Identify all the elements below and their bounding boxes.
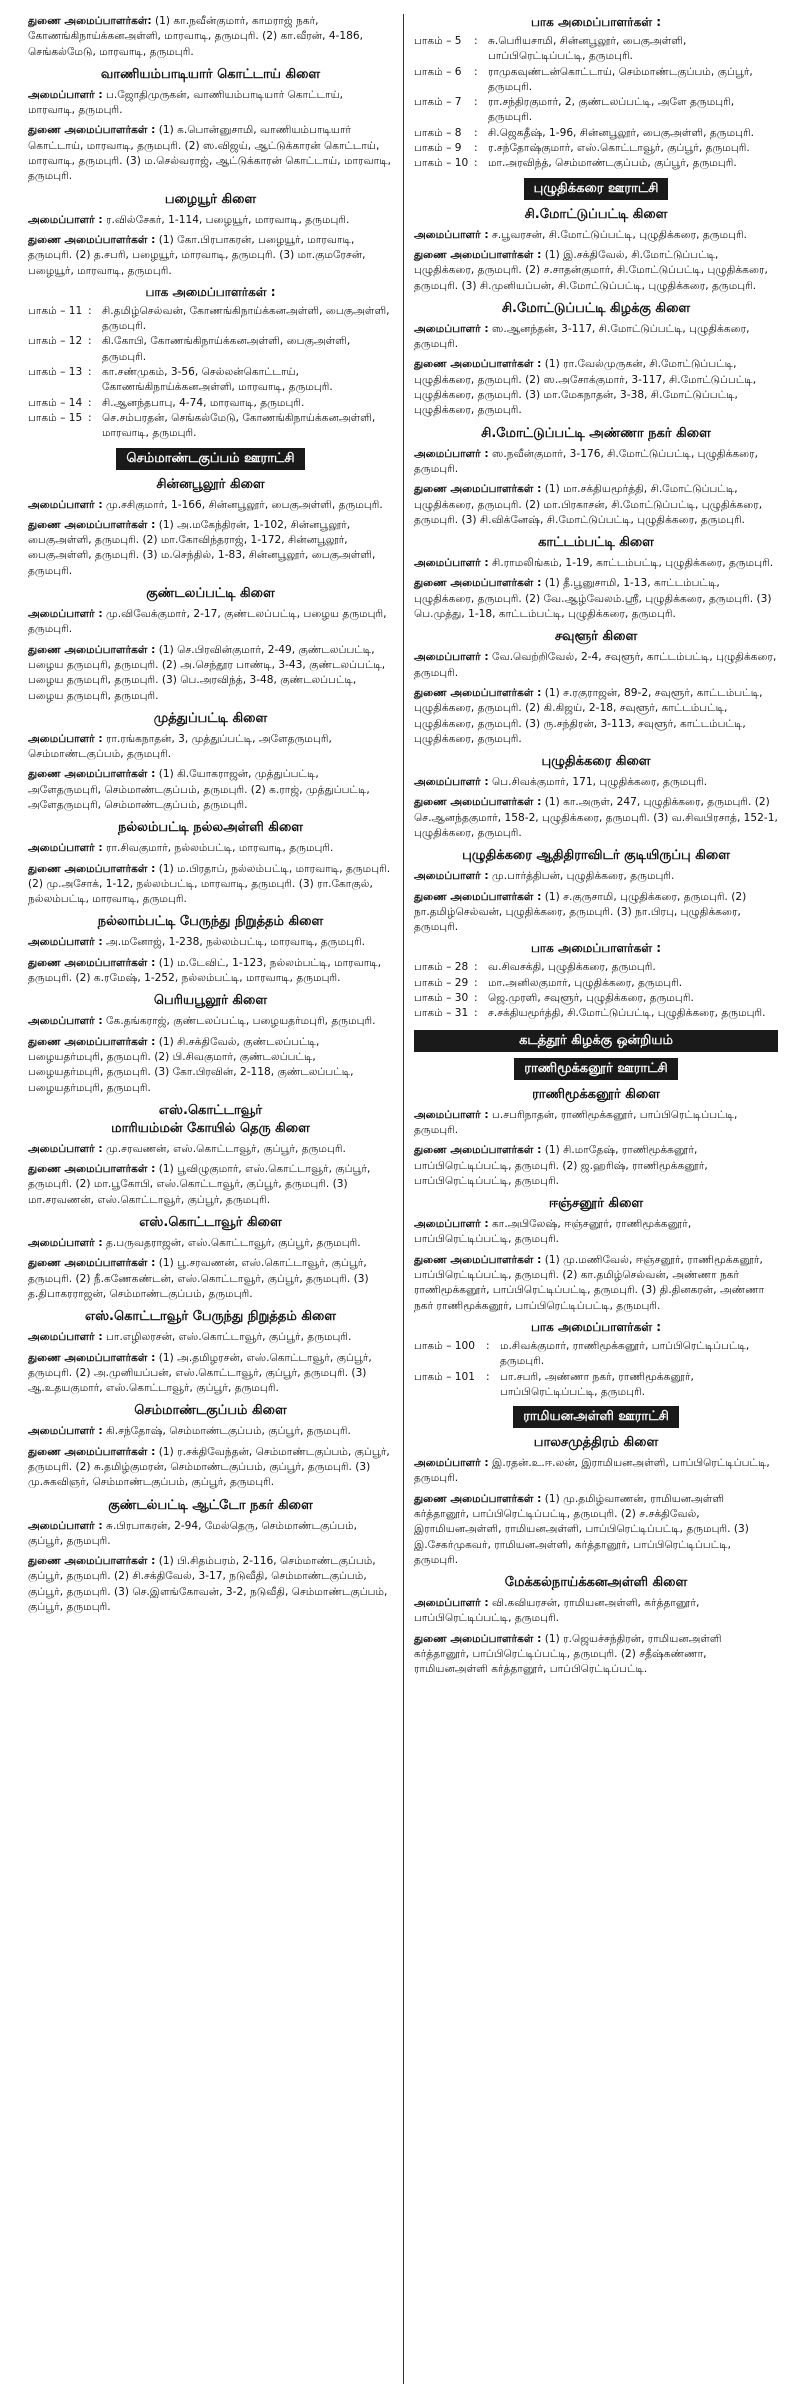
entry: அமைப்பாளர் : கி.சந்தோஷ், செம்மாண்டகுப்பம், குப்பூர், தருமபுரி. (28, 1425, 351, 1438)
entry: அமைப்பாளர் : கே.தங்கராஜ், குண்டலப்பட்டி, பழையதர்மபுரி, தருமபுரி. (28, 1015, 376, 1028)
section-heading: முத்துப்பட்டி கிளை (153, 710, 268, 726)
section-heading: சி.மோட்டுப்பட்டி கிளை (524, 206, 668, 222)
section-heading: எஸ்.கொட்டாவூர் கிளை (139, 1215, 282, 1231)
section-heading: சி.மோட்டுப்பட்டி அண்ணா நகர் கிளை (481, 425, 711, 441)
entry: துணை அமைப்பாளர்கள் : (1) பூ.சரவணன், எஸ்.கொட்டாவூர், குப்பூர், தருமபுரி. (2) நீ.கணேகண்டன், எஸ்.கொட்டாவூர், குப்பூர், தருமபுரி. (3) த.திபாகரராஜன், செம்மாண்டகுப்பம், தருமபுரி. (28, 1257, 369, 1300)
entry: துணை அமைப்பாளர்கள் : (1) இ.சக்திவேல், சி.மோட்டுப்பட்டி, புழுதிக்கரை, தருமபுரி. (2) ச.சாதன்குமார், சி.மோட்டுப்பட்டி, புழுதிக்கரை, தருமபுரி. (3) சி.முனியப்பன், சி.மோட்டுப்பட்டி, புழுதிக்கரை, தருமபுரி. (414, 248, 768, 292)
entry: அமைப்பாளர் : ரா.சிவகுமார், நல்லம்பட்டி, மாரவாடி, தருமபுரி. (28, 842, 334, 855)
entry: துணை அமைப்பாளர்கள் : (1) ரா.வேல்முருகன், சி.மோட்டுப்பட்டி, புழுதிக்கரை, தருமபுரி. (2) ஸ.அசோக்குமார், 3-117, சி.மோட்டுப்பட்டி, புழுதிக்கரை, தருமபுரி. (3) மா.மேகநாதன், 3-38, சி.மோட்டுப்பட்டி, புழுதிக்கரை, தருமபுரி. (414, 358, 757, 417)
entry: அமைப்பாளர் : ப.சபரிநாதன், ராணிமூக்கனூர், பாப்பிரெட்டிப்பட்டி, தருமபுரி. (414, 1108, 738, 1136)
entry: துணை அமைப்பாளர்கள் : (1) பி.சிதம்பரம், 2-116, செம்மாண்டகுப்பம், குப்பூர், தருமபுரி. (2) சி.சக்திவேல், 3-17, நடுவீதி, செம்மாண்டகுப்பம், குப்பூர், தருமபுரி. (3) செ.இளங்கோவன், 3-2, நடுவீதி, செம்மாண்டகுப்பம், குப்பூர், தருமபுரி. (28, 1555, 388, 1614)
entry: துணை அமைப்பாளர்கள் : (1) ச.குருசாமி, புழுதிக்கரை, தருமபுரி. (2) நா.தமிழ்செல்வன், புழுதிக்கரை, தருமபுரி. (3) நா.பிரபு, புழுதிக்கரை, தருமபுரி. (414, 890, 747, 934)
section-heading: காட்டம்பட்டி கிளை (538, 535, 654, 551)
entry: துணை அமைப்பாளர்கள் : (1) ச.ரகுராஜன், 89-2, சவுளூர், காட்டம்பட்டி, புழுதிக்கரை, தருமபுரி. (2) கி.கிஜய், 2-18, சவுளூர், காட்டம்பட்டி, புழுதிக்கரை, தருமபுரி. (3) ரு.சந்திரன், 3-113, சவுளூர், காட்டம்பட்டி, புழுதிக்கரை, தருமபுரி. (414, 686, 763, 745)
section-heading: மேக்கல்நாய்க்கனஅள்ளி கிளை (504, 1575, 688, 1591)
list-item: பாகம் – 14 : சி.ஆனந்தபாபு, 4-74, மாரவாடி, தருமபுரி. (28, 396, 305, 409)
entry: அமைப்பாளர் : ஸ.நவீன்குமார், 3-176, சி.மோட்டுப்பட்டி, புழுதிக்கரை, தருமபுரி. (414, 447, 758, 475)
list-item: பாகம் – 29 : மா.அனிலகுமார், புழுதிக்கரை, தருமபுரி. (414, 976, 683, 989)
right-column (403, 14, 778, 2384)
entry: அமைப்பாளர் : அ.மனோஜ், 1-238, நல்லம்பட்டி, மாரவாடி, தருமபுரி. (28, 936, 365, 949)
part-organizers-list (414, 1339, 778, 1400)
section-heading: பழையூர் கிளை (164, 191, 257, 207)
section-heading: புழுதிக்கரை ஆதிதிராவிடர் குடியிருப்பு கிளை (462, 848, 730, 864)
section-heading: புழுதிக்கரை கிளை (541, 754, 651, 770)
entry: துணை அமைப்பாளர்கள் : (1) தீ.பூனுசாமி, 1-13, காட்டம்பட்டி, புழுதிக்கரை, தருமபுரி. (2) வே.ஆழ்வேலம்.ஸ்ரீ, புழுதிக்கரை, தருமபுரி. (3) பெ.முத்து, 1-18, காட்டம்பட்டி, புழுதிக்கரை, தருமபுரி. (414, 577, 772, 621)
entry: துணை அமைப்பாளர்கள் : (1) பூவிழுகுமார், எஸ்.கொட்டாவூர், குப்பூர், தருமபுரி. (2) மா.பூகோபி, எஸ்.கொட்டாவூர், குப்பூர், தருமபுரி. (3) மா.சரவணன், எஸ்.கொட்டாவூர், குப்பூர், தருமபுரி. (28, 1163, 371, 1206)
entry: துணை அமைப்பாளர்கள் : (1) கி.யோகராஜன், முத்துப்பட்டி, அளேதருமபுரி, செம்மாண்டகுப்பம், தருமபுரி. (2) க.ராஜ், முத்துப்பட்டி, அளேதருமபுரி, செம்மாண்டகுப்பம், தருமபுரி. (28, 768, 370, 811)
subsection-heading: பாக அமைப்பாளர்கள் : (530, 941, 662, 956)
entry: அமைப்பாளர் : வே.வெற்றிவேல், 2-4, சவுளூர், காட்டம்பட்டி, புழுதிக்கரை, தருமபுரி. (414, 651, 777, 679)
section-heading: ராணிமூக்கனூர் கிளை (532, 1086, 660, 1102)
entry: துணை அமைப்பாளர்கள் : (1) ம.டேவிட், 1-123, நல்லம்பட்டி, மாரவாடி, தருமபுரி. (2) க.ரமேஷ், 1-252, நல்லம்பட்டி, மாரவாடி, தருமபுரி. (28, 956, 382, 985)
list-item: பாகம் – 13 : கா.சண்முகம், 3-56, செல்லன்கொட்டாய், கோணங்கிநாய்க்கனஅள்ளி, மாரவாடி, தருமபுரி. (28, 366, 333, 394)
entry: துணை அமைப்பாளர்கள் : (1) அ.மகேந்திரன், 1-102, சின்னபூலூர், பைகுஅள்ளி, தருமபுரி. (2) மா.கோவிந்தராஜ், 1-172, சின்னபூலூர், பைகுஅள்ளி, தருமபுரி. (3) ம.செந்தில், 1-83, சின்னபூலூர், பைகுஅள்ளி, தருமபுரி. (28, 518, 376, 577)
entry: துணை அமைப்பாளர்கள்: (1) கா.நவீன்குமார், காமராஜ் நகர், கோணங்கிநாய்க்கனஅள்ளி, மாரவாடி, தருமபுரி. (2) கா.வீரன், 4-186, செங்கல்மேடு, மாரவாடி, தருமபுரி. (28, 15, 363, 58)
union-banner: கடத்தூர் கிழக்கு ஒன்றியம் (414, 1030, 778, 1052)
subsection-heading: பாக அமைப்பாளர்கள் : (530, 1319, 662, 1334)
entry: அமைப்பாளர் : இ.ரதன்.உ.ஈ.லன், இராமியனஅள்ளி, பாப்பிரெட்டிப்பட்டி, தருமபுரி. (414, 1457, 770, 1485)
section-heading: சி.மோட்டுப்பட்டி கிழக்கு கிளை (501, 300, 691, 316)
section-heading: எஸ்.கொட்டாவூர் (158, 1102, 263, 1118)
list-item: பாகம் – 11 : சி.தமிழ்செல்வன், கோணங்கிநாய்க்கனஅள்ளி, பைகுஅள்ளி, தருமபுரி. (28, 304, 390, 333)
entry: அமைப்பாளர் : த.பருவதராஜன், எஸ்.கொட்டாவூர், குப்பூர், தருமபுரி. (28, 1237, 361, 1250)
entry: துணை அமைப்பாளர்கள் : (1) கா.அருள், 247, புழுதிக்கரை, தருமபுரி. (2) செ.ஆனந்தகுமார், 158-2, புழுதிக்கரை, தருமபுரி. (3) வ.சிவபிரசாத், 152-1, புழுதிக்கரை, தருமபுரி. (414, 796, 778, 839)
entry: அமைப்பாளர் : பா.எழிலரசன், எஸ்.கொட்டாவூர், குப்பூர், தருமபுரி. (28, 1331, 352, 1344)
list-item: பாகம் – 9 : ர.சந்தோஷ்குமார், எஸ்.கொட்டாவூர், குப்பூர், தருமபுரி. (414, 142, 750, 155)
entry: துணை அமைப்பாளர்கள் : (1) ர.ஜெயச்சந்திரன், ராமியனஅள்ளி கர்த்தானூர், பாப்பிரெட்டிப்பட்டி, தருமபுரி. (2) சதீஷ்கண்ணா, ராமியனஅள்ளி கர்த்தானூர், பாப்பிரெட்டிப்பட்டி. (414, 1632, 722, 1676)
entry: துணை அமைப்பாளர்கள் : (1) மா.சக்தியமூர்த்தி, சி.மோட்டுப்பட்டி, புழுதிக்கரை, தருமபுரி. (2) மா.பிரகாசன், சி.மோட்டுப்பட்டி, புழுதிக்கரை, தருமபுரி. (3) சி.விக்னேஷ், சி.மோட்டுப்பட்டி, புழுதிக்கரை, தருமபுரி. (414, 483, 763, 526)
section-heading: செம்மாண்டகுப்பம் கிளை (134, 1403, 287, 1419)
part-organizers-list (414, 960, 778, 1021)
entry: அமைப்பாளர் : மு.பார்த்திபன், புழுதிக்கரை, தருமபுரி. (414, 870, 675, 883)
panchayat-banner: ராமியனஅள்ளி ஊராட்சி (513, 1406, 679, 1428)
entry: துணை அமைப்பாளர்கள் : (1) சி.சக்திவேல், குண்டலப்பட்டி, பழையதர்மபுரி, தருமபுரி. (2) பி.சிவகுமார், குண்டலப்பட்டி, பழையதர்மபுரி, தருமபுரி. (3) கோ.பிரவின், 2-118, குண்டலப்பட்டி, பழையதர்மபுரி, தருமபுரி. (28, 1035, 354, 1094)
list-item: பாகம் – 30 : ஜெ.முரளி, சவுளூர், புழுதிக்கரை, தருமபுரி. (414, 992, 694, 1005)
list-item: பாகம் – 101 : பா.சபரி, அண்ணா நகர், ராணிமூக்கனூர், பாப்பிரெட்டிப்பட்டி, தருமபுரி. (414, 1370, 694, 1398)
entry: அமைப்பாளர் : கா.அபிலேஷ், ஈஞ்சனூர், ராணிமூக்கனூர், பாப்பிரெட்டிப்பட்டி, தருமபுரி. (414, 1218, 692, 1246)
entry: துணை அமைப்பாளர்கள் : (1) மு.மணிவேல், ஈஞ்சனூர், ராணிமூக்கனூர், பாப்பிரெட்டிப்பட்டி, தருமபுரி. (2) கா.தமிழ்செல்வன், அண்ணா நகர் ராணிமூக்கனூர், பாப்பிரெட்டிப்பட்டி, தருமபுரி. (3) தி.தினகரன், அண்ணா நகர் ராணிமூக்கனூர், பாப்பிரெட்டிப்பட்டி, தருமபுரி. (414, 1253, 765, 1312)
entry: அமைப்பாளர் : வி.கவியரசன், ராமியனஅள்ளி, கர்த்தானூர், பாப்பிரெட்டிப்பட்டி, தருமபுரி. (414, 1597, 700, 1625)
list-item: பாகம் – 15 : செ.சம்பரதன், செங்கல்மேடு, கோணங்கிநாய்க்கனஅள்ளி, மாரவாடி, தருமபுரி. (28, 411, 376, 440)
list-item: பாகம் – 100 : ம.சிவக்குமார், ராணிமூக்கனூர், பாப்பிரெட்டிப்பட்டி, தருமபுரி. (414, 1339, 750, 1368)
entry: துணை அமைப்பாளர்கள் : (1) சி.மாதேஷ், ராணிமூக்கனூர், பாப்பிரெட்டிப்பட்டி, தருமபுரி. (2) ஜ.ஹரிஷ், ராணிமூக்கனூர், பாப்பிரெட்டிப்பட்டி, தருமபுரி. (414, 1144, 708, 1187)
section-heading: மாரியம்மன் கோயில் தெரு கிளை (111, 1120, 310, 1136)
entry: அமைப்பாளர் : மு.விவேக்குமார், 2-17, குண்டலப்பட்டி, பழைய தருமபுரி, தருமபுரி. (28, 608, 387, 636)
subsection-heading: பாக அமைப்பாளர்கள் : (530, 15, 662, 29)
section-heading: குண்டலப்பட்டி கிளை (146, 586, 275, 602)
list-item: பாகம் – 6 : ராமுகவுண்டன்கொட்டாய், செம்மாண்டகுப்பம், குப்பூர், தருமபுரி. (414, 65, 753, 93)
entry: அமைப்பாளர் : ச.பூவரசன், சி.மோட்டுப்பட்டி, புழுதிக்கரை, தருமபுரி. (414, 228, 747, 241)
entry: அமைப்பாளர் : சு.பிரபாகரன், 2-94, மேல்தெரு, செம்மாண்டகுப்பம், குப்பூர், தருமபுரி. (28, 1519, 358, 1547)
entry: துணை அமைப்பாளர்கள் : (1) க.பொன்னுசாமி, வாணியம்பாடியார் கொட்டாய், மாரவாடி, தருமபுரி. (2) ஸ.விஜய், ஆட்டுக்காரன் கொட்டாய், மாரவாடி, தருமபுரி. (3) ம.செல்வராஜ், ஆட்டுக்காரன் கொட்டாய், மாரவாடி, தருமபுரி. (28, 124, 392, 183)
entry: அமைப்பாளர் : பெ.சிவக்குமார், 171, புழுதிக்கரை, தருமபுரி. (414, 776, 708, 789)
list-item: பாகம் – 28 : வ.சிவசக்தி, புழுதிக்கரை, தருமபுரி. (414, 961, 656, 974)
list-item: பாகம் – 31 : ச.சக்தியமூர்த்தி, சி.மோட்டுப்பட்டி, புழுதிக்கரை, தருமபுரி. (414, 1007, 766, 1020)
entry: அமைப்பாளர் : ஸ.ஆனந்தன், 3-117, சி.மோட்டுப்பட்டி, புழுதிக்கரை, தருமபுரி. (414, 322, 750, 351)
entry: அமைப்பாளர் : மு.சரவணன், எஸ்.கொட்டாவூர், குப்பூர், தருமபுரி. (28, 1142, 346, 1155)
entry: துணை அமைப்பாளர்கள் : (1) அ.தமிழரசன், எஸ்.கொட்டாவூர், குப்பூர், தருமபுரி. (2) அ.முனியப்பன், எஸ்.கொட்டாவூர், குப்பூர், தருமபுரி. (3) ஆ.உதயகுமார், எஸ்.கொட்டாவூர், குப்பூர், தருமபுரி. (28, 1351, 372, 1395)
section-heading: பெரியபூலூர் கிளை (153, 993, 268, 1009)
section-heading: பாலசமுத்திரம் கிளை (533, 1435, 659, 1451)
entry: துணை அமைப்பாளர்கள் : (1) ம.பிரதாப், நல்லம்பட்டி, மாரவாடி, தருமபுரி. (2) மு.அசோக், 1-12, நல்லம்பட்டி, மாரவாடி, தருமபுரி. (3) ரா.கோகுல், நல்லம்பட்டி, மாரவாடி, தருமபுரி. (28, 862, 391, 906)
section-heading: வாணியம்பாடியார் கொட்டாய் கிளை (100, 66, 321, 82)
section-heading: குண்டல்பட்டி ஆட்டோ நகர் கிளை (108, 1497, 313, 1513)
list-item: பாகம் – 12 : கி.கோபி, கோணங்கிநாய்க்கனஅள்ளி, பைகுஅள்ளி, தருமபுரி. (28, 335, 351, 363)
entry: துணை அமைப்பாளர்கள் : (1) ர.சக்திவேந்தன், செம்மாண்டகுப்பம், குப்பூர், தருமபுரி. (2) சு.தமிழ்குமரன், செம்மாண்டகுப்பம், குப்பூர், தருமபுரி. (3) மு.சுகவிஞர், செம்மாண்டகுப்பம், குப்பூர், தருமபுரி. (28, 1445, 390, 1489)
section-heading: எஸ்.கொட்டாவூர் பேருந்து நிறுத்தம் கிளை (84, 1309, 337, 1325)
section-heading: நல்லம்பட்டி நல்லஅள்ளி கிளை (118, 820, 303, 836)
entry: துணை அமைப்பாளர்கள் : (1) மு.தமிழ்வாணன், ராமியனஅள்ளி கர்த்தானூர், பாப்பிரெட்டிப்பட்டி, தருமபுரி. (2) ச.சக்திவேல், இராமியனஅள்ளி, ராமியனஅள்ளி, பாப்பிரெட்டிப்பட்டி, தருமபுரி. (3) இ.சேகர்முகவர், ராமியனஅள்ளி, கர்த்தானூர், பாப்பிரெட்டிப்பட்டி, தருமபுரி. (414, 1492, 749, 1566)
entry: அமைப்பாளர் : ப.ஜோதிமுருகன், வாணியம்பாடியார் கொட்டாய், மாரவாடி, தருமபுரி. (28, 88, 344, 117)
section-heading: சவுளூர் கிளை (554, 629, 638, 645)
panchayat-banner: செம்மாண்டகுப்பம் ஊராட்சி (116, 448, 304, 470)
entry: துணை அமைப்பாளர்கள் : (1) செ.பிரவின்குமார், 2-49, குண்டலப்பட்டி, பழைய தருமபுரி, தருமபுரி. (2) அ.செந்தூர பாண்டி, 3-43, குண்டலப்பட்டி, பழைய தருமபுரி, தருமபுரி. (3) பெ.அரவிந்த், 3-48, குண்டலப்பட்டி, பழைய தருமபுரி, தருமபுரி. (28, 643, 386, 702)
left-column (28, 14, 403, 2391)
panchayat-banner: ராணிமூக்கனூர் ஊராட்சி (514, 1058, 678, 1080)
list-item: பாகம் – 7 : ரா.சந்திரகுமார், 2, குண்டலப்பட்டி, அளே தருமபுரி, தருமபுரி. (414, 96, 735, 124)
part-organizers-list (28, 304, 393, 442)
entry: அமைப்பாளர் : ரா.ரங்கநாதன், 3, முத்துப்பட்டி, அளேதருமபுரி, செம்மாண்டகுப்பம், தருமபுரி. (28, 732, 332, 761)
part-organizers-list (414, 34, 778, 172)
entry: அமைப்பாளர் : சி.ராமலிங்கம், 1-19, காட்டம்பட்டி, புழுதிக்கரை, தருமபுரி. (414, 557, 774, 570)
entry: அமைப்பாளர் : ர.வில்சேகர், 1-114, பழையூர், மாரவாடி, தருமபுரி. (28, 213, 350, 226)
list-item: பாகம் – 8 : சி.ஜெகதீஷ், 1-96, சின்னபூலூர், பைகுஅள்ளி, தருமபுரி. (414, 126, 754, 139)
subsection-heading: பாக அமைப்பாளர்கள் : (145, 284, 276, 299)
entry: அமைப்பாளர் : மு.சசிகுமார், 1-166, சின்னபூலூர், பைகுஅள்ளி, தருமபுரி. (28, 498, 383, 511)
section-heading: சின்னபூலூர் கிளை (156, 476, 265, 492)
section-heading: நல்லாம்பட்டி பேருந்து நிறுத்தம் கிளை (97, 914, 324, 930)
entry: துணை அமைப்பாளர்கள் : (1) கோ.பிரபாகரன், பழையூர், மாரவாடி, தருமபுரி. (2) த.சபரி, பழையூர், மாரவாடி, தருமபுரி. (3) மா.குமரேசன், பழையூர், மாரவாடி, தருமபுரி. (28, 233, 366, 277)
list-item: பாகம் – 5 : சு.பெரியசாமி, சின்னபூலூர், பைகுஅள்ளி, பாப்பிரெட்டிப்பட்டி, தருமபுரி. (414, 35, 687, 63)
section-heading: ஈஞ்சனூர் கிளை (548, 1196, 644, 1212)
list-item: பாகம் – 10 : மா.அரவிந்த், செம்மாண்டகுப்பம், குப்பூர், தருமபுரி. (414, 157, 737, 170)
panchayat-banner: புழுதிக்கரை ஊராட்சி (524, 178, 669, 200)
